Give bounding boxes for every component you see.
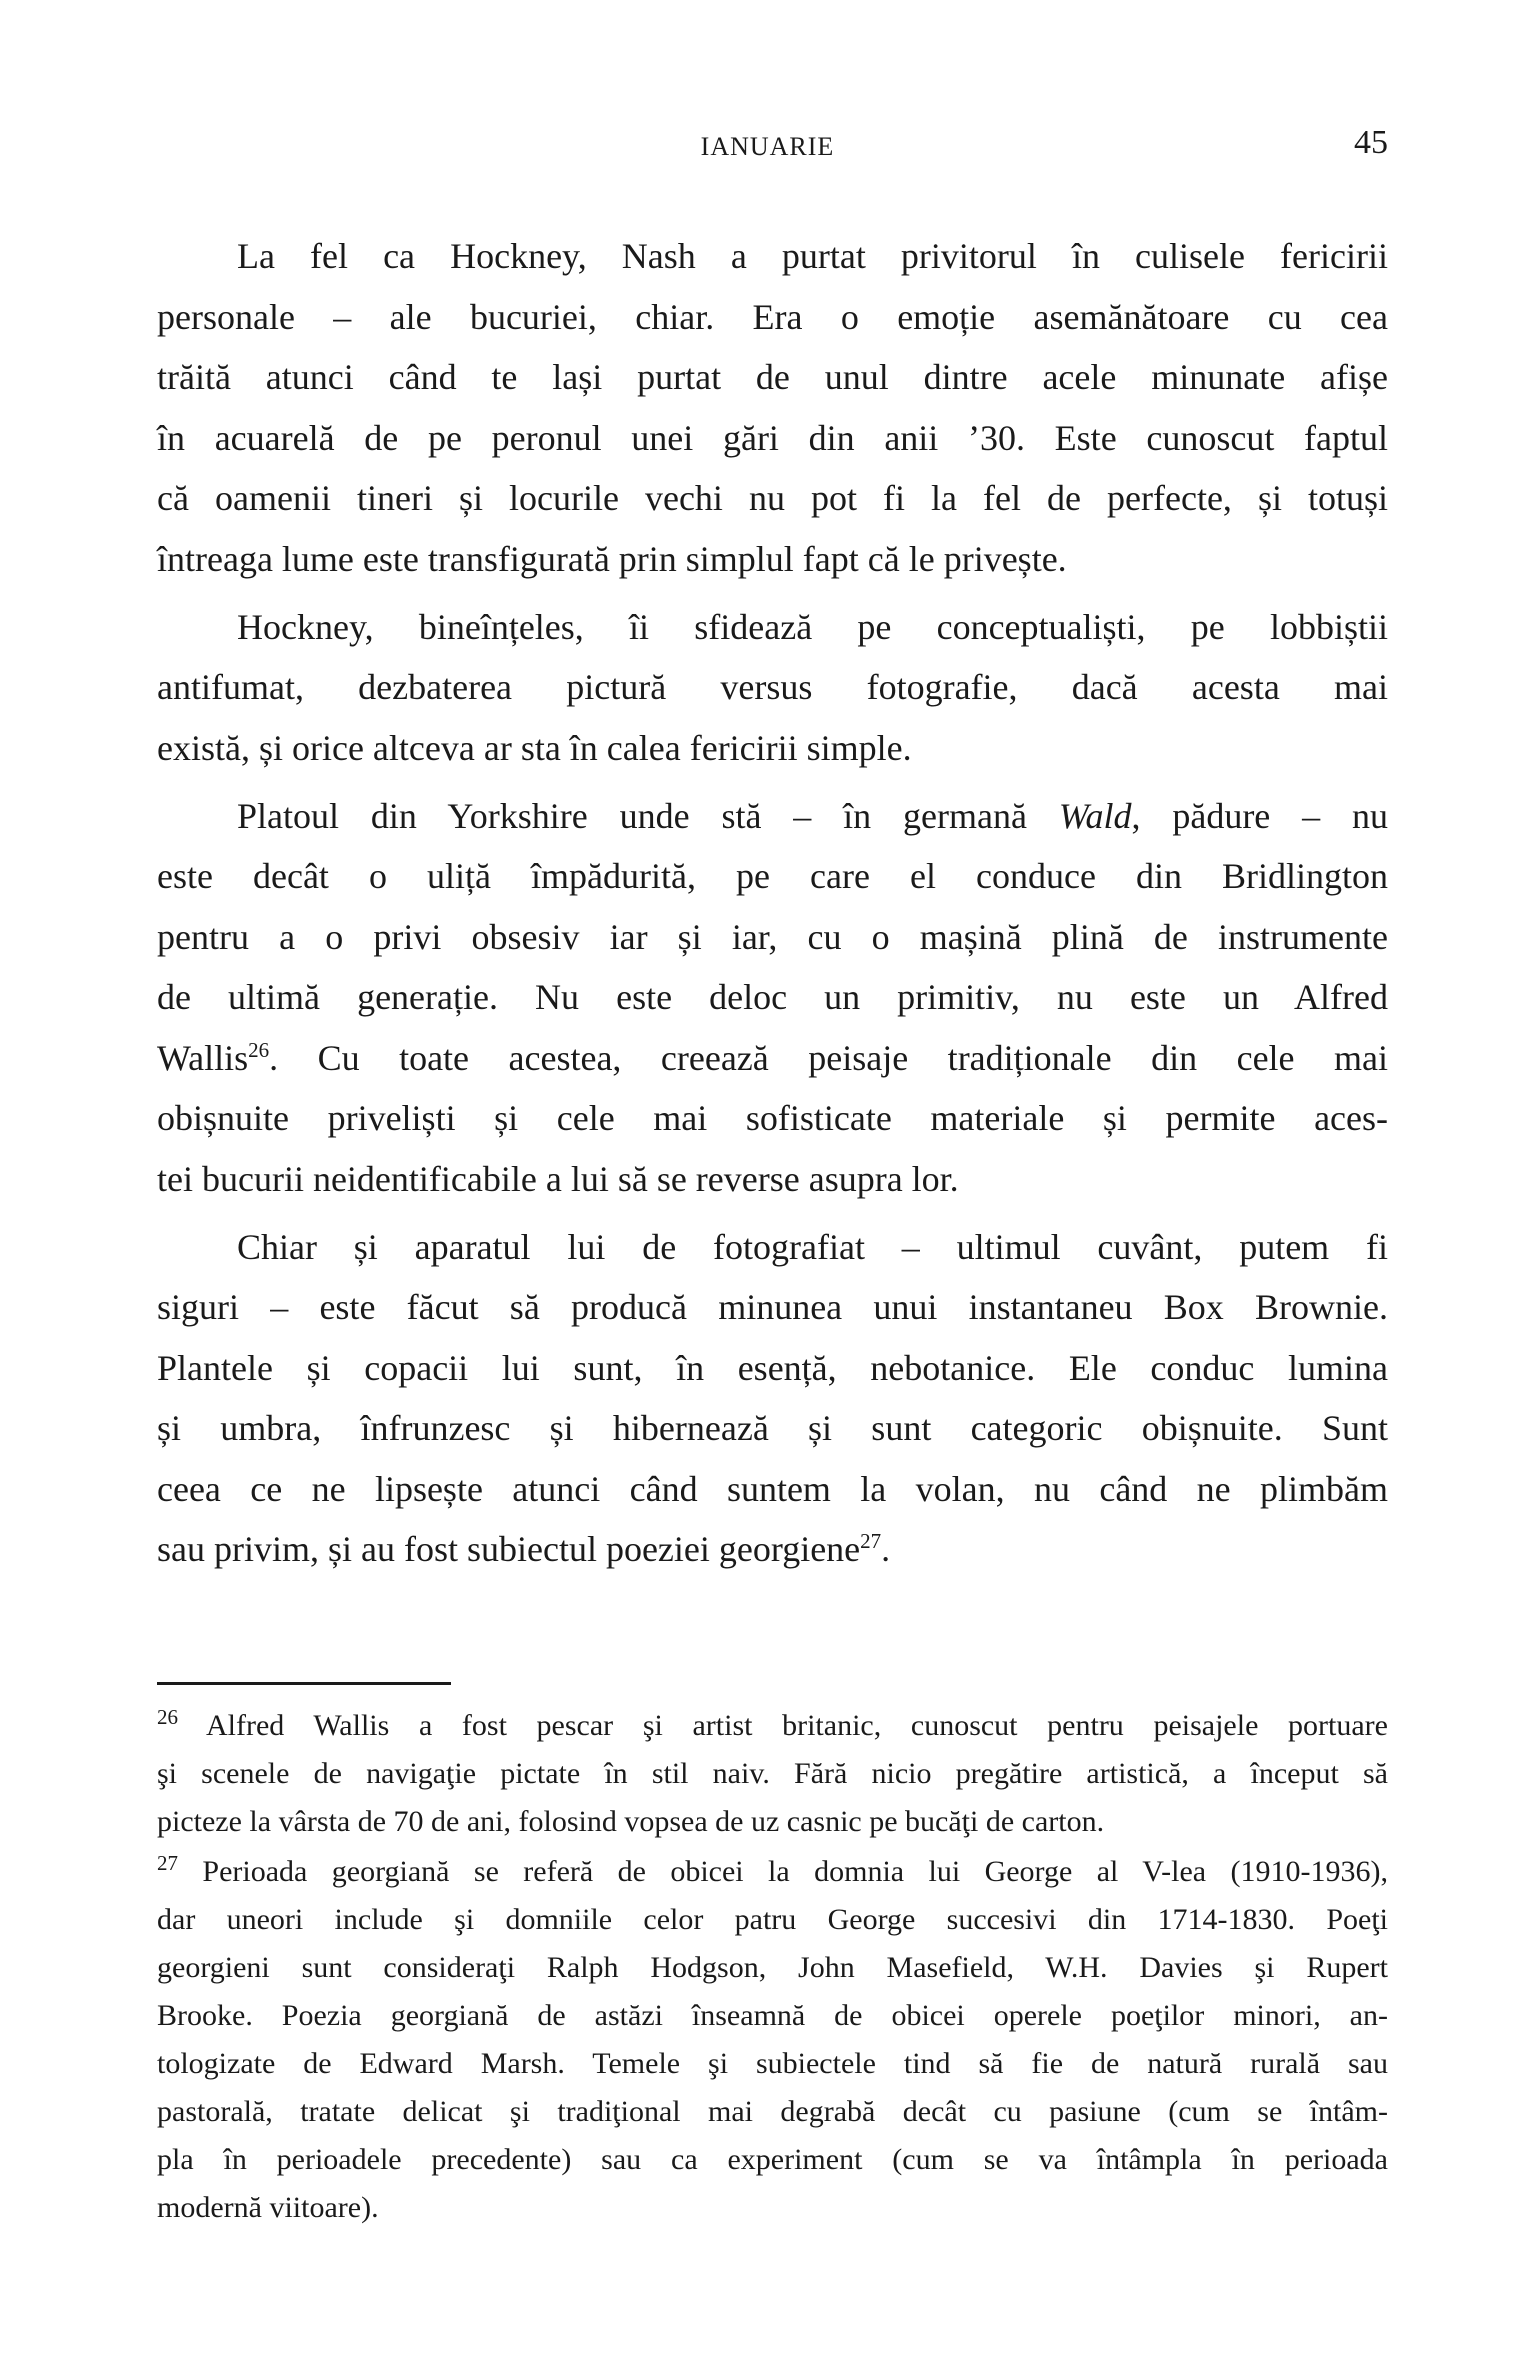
footnote-number: 26 bbox=[157, 1705, 178, 1729]
text-segment: Wallis bbox=[157, 1037, 249, 1078]
text-line: Hockney, bineînțeles, îi sfidează pe conceptualiști, pe lobbiștii bbox=[237, 606, 1388, 647]
text-line bbox=[157, 786, 1388, 847]
paragraph bbox=[157, 597, 1388, 779]
text-line: pla în perioadele precedente) sau ca experiment (cum se va întâmpla în perioada bbox=[157, 2143, 1388, 2176]
text-line: pentru a o privi obsesiv iar și iar, cu o mașină plină de instrumente bbox=[157, 916, 1388, 957]
body-text bbox=[157, 226, 1388, 1587]
text-line: Plantele și copacii lui sunt, în esență, nebotanice. Ele conduc lumina bbox=[157, 1347, 1388, 1388]
text-line: în acuarelă de pe peronul unei gări din anii ’30. Este cunoscut faptul bbox=[157, 417, 1388, 458]
text-line: tologizate de Edward Marsh. Temele şi subiectele tind să fie de natură rurală sau bbox=[157, 2047, 1388, 2080]
text-segment: Perioada georgiană se referă de obicei la domnia lui George al V-lea (1910-1936), bbox=[178, 1855, 1388, 1888]
footnote-number: 27 bbox=[157, 1851, 178, 1875]
footnote-divider bbox=[157, 1682, 451, 1685]
text-line: obișnuite priveliști și cele mai sofisticate materiale și permite aces- bbox=[157, 1098, 1388, 1138]
text-line: de ultimă generație. Nu este deloc un primitiv, nu este un Alfred bbox=[157, 977, 1388, 1017]
text-line: pastorală, tratate delicat şi tradiţional mai degrabă decât cu pasiune (cum se întâm- bbox=[157, 2095, 1388, 2128]
text-line: Chiar și aparatul lui de fotografiat – ultimul cuvânt, putem fi bbox=[237, 1226, 1388, 1267]
text-segment: Alfred Wallis a fost pescar şi artist britanic, cunoscut pentru peisajele portuare bbox=[178, 1709, 1388, 1742]
footnote-26 bbox=[157, 1702, 1388, 1846]
text-line: siguri – este făcut să producă minunea unui instantaneu Box Brownie. bbox=[157, 1287, 1388, 1327]
text-line: modernă viitoare). bbox=[157, 2191, 379, 2224]
text-line bbox=[157, 1028, 1388, 1089]
text-line: şi scenele de navigaţie pictate în stil naiv. Fără nicio pregătire artistică, a început să bbox=[157, 1757, 1388, 1790]
text-line: este decât o uliță împădurită, pe care el conduce din Bridlington bbox=[157, 856, 1388, 896]
text-line: Brooke. Poezia georgiană de astăzi înseamnă de obicei operele poeţilor minori, an- bbox=[157, 1999, 1388, 2032]
text-line: georgieni sunt consideraţi Ralph Hodgson, John Masefield, W.H. Davies şi Rupert bbox=[157, 1951, 1388, 1984]
footnote-ref-27[interactable]: 27 bbox=[860, 1529, 882, 1553]
footnotes bbox=[157, 1702, 1388, 2234]
text-line: trăită atunci când te lași purtat de unul dintre acele minunate afișe bbox=[157, 357, 1388, 397]
text-line bbox=[157, 1519, 1388, 1580]
text-line: dar uneori include şi domniile celor patru George succesivi din 1714-1830. Poeţi bbox=[157, 1903, 1388, 1936]
text-line bbox=[157, 1702, 1388, 1750]
footnote-27 bbox=[157, 1848, 1388, 2232]
text-segment: Platoul din Yorkshire unde stă – în germană bbox=[237, 795, 1059, 836]
paragraph bbox=[157, 786, 1388, 1210]
text-line: că oamenii tineri și locurile vechi nu pot fi la fel de perfecte, și totuși bbox=[157, 478, 1388, 518]
text-segment: . Cu toate acestea, creează peisaje tradiționale din cele mai bbox=[269, 1037, 1388, 1078]
text-segment: . bbox=[881, 1529, 891, 1569]
text-line: personale – ale bucuriei, chiar. Era o emoție asemănătoare cu cea bbox=[157, 296, 1388, 337]
text-line: și umbra, înfrunzesc și hibernează și sunt categoric obișnuite. Sunt bbox=[157, 1408, 1388, 1448]
paragraph bbox=[157, 226, 1388, 589]
page-number: 45 bbox=[1354, 124, 1388, 161]
paragraph bbox=[157, 1217, 1388, 1580]
text-line: antifumat, dezbaterea pictură versus fotografie, dacă acesta mai bbox=[157, 667, 1388, 707]
text-line: picteze la vârsta de 70 de ani, folosind vopsea de uz casnic pe bucăţi de carton. bbox=[157, 1805, 1105, 1838]
text-line: La fel ca Hockney, Nash a purtat privitorul în culisele fericirii bbox=[237, 236, 1388, 276]
text-line bbox=[157, 1848, 1388, 1896]
text-line: ceea ce ne lipsește atunci când suntem la volan, nu când ne plimbăm bbox=[157, 1468, 1388, 1509]
running-header: IANUARIE bbox=[700, 132, 835, 161]
text-line: tei bucurii neidentificabile a lui să se reverse asupra lor. bbox=[157, 1158, 959, 1199]
text-segment: , pădure – nu bbox=[1131, 795, 1388, 836]
text-line: întreaga lume este transfigurată prin simplul fapt că le privește. bbox=[157, 538, 1067, 579]
text-line: există, și orice altceva ar sta în calea fericirii simple. bbox=[157, 727, 912, 768]
footnote-ref-26[interactable]: 26 bbox=[248, 1037, 270, 1062]
text-segment: sau privim, și au fost subiectul poeziei georgiene bbox=[157, 1529, 861, 1569]
italic-word: Wald bbox=[1058, 795, 1132, 836]
